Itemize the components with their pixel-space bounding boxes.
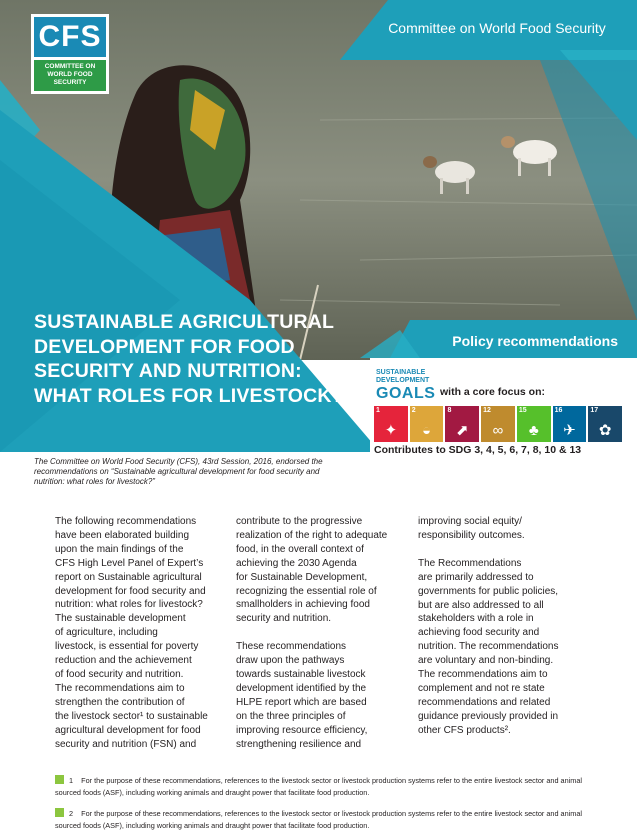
infinity-icon: ∞ (492, 422, 504, 439)
footnote-number: 2 (69, 809, 74, 818)
sdg-contributes: Contributes to SDG 3, 4, 5, 6, 7, 8, 10 & 13 (374, 444, 582, 456)
paragraph: improving social equity/ responsibility outcomes. (418, 516, 525, 541)
sdg-goal-tile (553, 406, 587, 442)
sdg-logo-line1: SUSTAINABLE DEVELOPMENT (376, 369, 430, 384)
sdg-goal-number: 17 (590, 407, 599, 414)
footnote (55, 808, 610, 832)
footnote-marker-icon (55, 775, 64, 784)
sdg-goal-number: 8 (447, 407, 452, 414)
flower-icon: ✿ (598, 422, 612, 439)
sdg-logo (376, 369, 436, 402)
header-banner: Committee on World Food Security (388, 20, 606, 36)
sdg-focus-label: with a core focus on: (440, 386, 546, 398)
body-column-3 (418, 515, 598, 738)
tree-icon: ♣ (528, 422, 539, 439)
sdg-goal-number: 12 (483, 407, 491, 414)
sdg-goal-tile (517, 406, 551, 442)
footnote (55, 775, 610, 799)
sdg-goal-tile (410, 406, 444, 442)
sdg-goal-number: 16 (554, 407, 563, 414)
dove-icon: ✈ (563, 422, 576, 439)
bowl-icon: ◒ (422, 422, 432, 439)
sdg-goal-tiles (374, 406, 622, 442)
body-column-1 (55, 515, 225, 751)
intro-note: The Committee on World Food Security (CFS), 43rd Session, 2016, endorsed the recommendations on “Sustainable agricultural development for food security and nutrition: what roles for livestock?” (34, 457, 323, 486)
sdg-goal-number: 1 (376, 407, 380, 414)
footnote-number: 1 (69, 776, 74, 785)
sdg-goal-number: 15 (518, 407, 527, 414)
page-title: SUSTAINABLE AGRICULTURAL DEVELOPMENT FOR FOOD SECURITY AND NUTRITION: WHAT ROLES FOR LIVESTOCK? (34, 311, 344, 407)
paragraph: These recommendations draw upon the pathways towards sustainable livestock development identified by the HLPE report which are based on the three principles of improving resource efficiency, strengthening resilience and (236, 641, 368, 750)
paragraph: The Recommendations are primarily addressed to governments for public policies, but are also addressed to all stakeholders with a role in achieving food security and nutrition. The recommendations are voluntary and non-binding. The recommendations aim to complement and not re state recommendations and related guidance previously provided in other CFS products². (418, 557, 559, 736)
sdg-logo-line2: GOALS (376, 385, 436, 402)
section-label: Policy recommendations (452, 333, 618, 349)
sdg-goal-number: 2 (411, 407, 416, 414)
logo-text: CFS (34, 17, 106, 57)
paragraph: The following recommendations have been elaborated building upon the main findings of the CFS High Level Panel of Expert’s report on Sustainable agricultural development for food security and nutrition: what roles for livestock? The sustainable development of agriculture, including livestock, is essential for poverty reduction and the achievement of food security and nutrition. The recommendations aim to strengthen the contribution of the livestock sector¹ to sustainable agricultural development for food security and nutrition (FSN) and (55, 516, 208, 750)
sdg-goal-tile (445, 406, 479, 442)
footnote-text: For the purpose of these recommendations, references to the livestock sector or livestock production systems refer to the entire livestock sector and animal sourced foods (ASF), including working animals and draught power that facilitate food production. (55, 809, 583, 830)
footnote-marker-icon (55, 808, 64, 817)
body-column-2 (236, 515, 408, 752)
footnote-text: For the purpose of these recommendations, references to the livestock sector or livestock production systems refer to the entire livestock sector and animal sourced foods (ASF), including working animals and draught power that facilitate food production. (55, 776, 583, 797)
cfs-logo (31, 14, 109, 94)
sdg-goal-tile (374, 406, 408, 442)
people-icon: ✦ (384, 422, 398, 439)
sdg-goal-tile (481, 406, 515, 442)
paragraph: contribute to the progressive realization of the right to adequate food, in the overall context of achieving the 2030 Agenda for Sustainable Development, recognizing the essential role of smallholders in achieving food security and nutrition. (236, 516, 388, 625)
sdg-goal-tile (588, 406, 622, 442)
growth-icon: ⬈ (456, 422, 469, 439)
logo-subtext: COMMITTEE ON WORLD FOOD SECURITY (34, 60, 106, 91)
